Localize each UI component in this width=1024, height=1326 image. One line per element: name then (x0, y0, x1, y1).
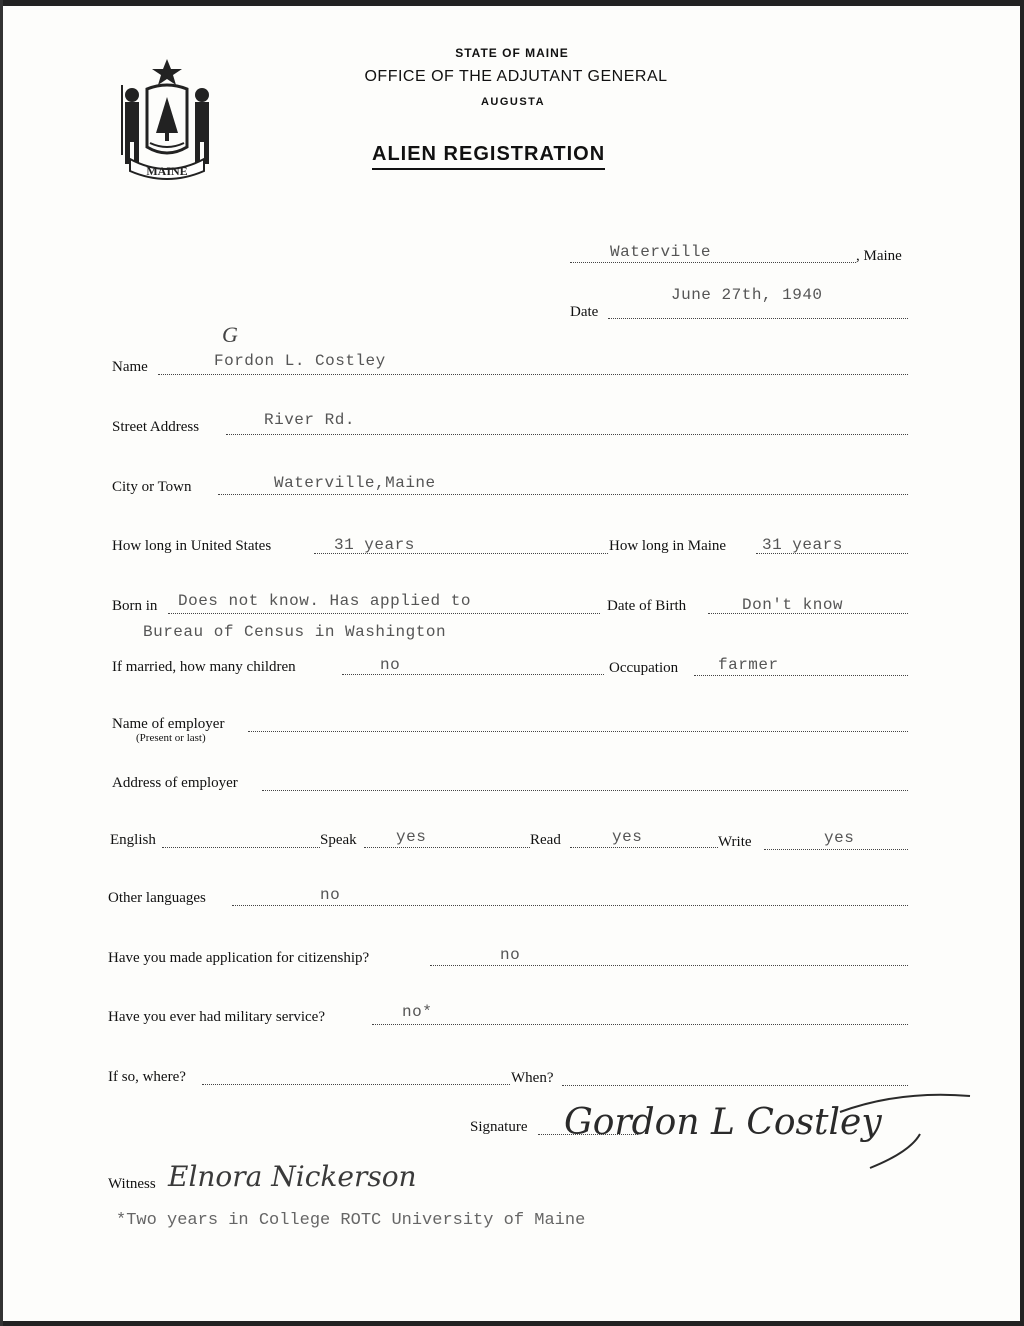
employer-address-label: Address of employer (112, 775, 238, 791)
born-value: Does not know. Has applied to (178, 592, 471, 610)
occupation-value: farmer (718, 656, 779, 674)
name-label: Name (112, 359, 148, 375)
city-label: City or Town (112, 479, 192, 495)
form-title: ALIEN REGISTRATION (372, 143, 605, 170)
date-label: Date (570, 304, 599, 320)
us-stay-value: 31 years (334, 536, 415, 554)
witness-label: Witness (108, 1176, 156, 1192)
where-label: If so, where? (108, 1069, 186, 1085)
signature-label: Signature (470, 1119, 528, 1135)
employer-label: Name of employer (112, 716, 225, 732)
birth-date-label: Date of Birth (607, 598, 687, 614)
city-value: Waterville,Maine (274, 474, 436, 492)
citizenship-value: no (500, 946, 521, 964)
date-line (608, 318, 908, 319)
street-line (226, 434, 908, 435)
name-line (158, 374, 908, 375)
occupation-line (694, 675, 908, 676)
other-languages-label: Other languages (108, 890, 206, 906)
write-label: Write (718, 834, 752, 850)
street-value: River Rd. (264, 411, 355, 429)
write-line (764, 849, 908, 850)
scan-border-left (0, 0, 3, 1326)
speak-line (364, 847, 530, 848)
maine-stay-value: 31 years (762, 536, 843, 554)
english-line (162, 847, 320, 848)
children-value: no (380, 656, 401, 674)
born-line (168, 613, 600, 614)
state-heading: STATE OF MAINE (455, 46, 569, 60)
scan-border-bottom (0, 1321, 1024, 1326)
children-line (342, 674, 604, 675)
city-heading: AUGUSTA (480, 96, 546, 108)
read-line (570, 847, 718, 848)
citizenship-line (430, 965, 908, 966)
place-suffix: , Maine (856, 248, 902, 264)
footnote: *Two years in College ROTC University of Maine (116, 1211, 586, 1230)
employer-address-line (262, 790, 908, 791)
read-value: yes (612, 828, 643, 846)
office-heading: OFFICE OF THE ADJUTANT GENERAL (364, 68, 668, 85)
svg-text:Gordon L Costley: Gordon L Costley (564, 1102, 882, 1143)
other-languages-line (232, 905, 908, 906)
svg-text:Elnora Nickerson: Elnora Nickerson (168, 1160, 417, 1193)
name-correction: G (222, 322, 238, 347)
speak-label: Speak (320, 832, 357, 848)
place-line (570, 262, 856, 263)
military-label: Have you ever had military service? (108, 1009, 325, 1025)
speak-value: yes (396, 828, 427, 846)
witness-handwriting (166, 1150, 586, 1200)
read-label: Read (530, 832, 561, 848)
date-value: June 27th, 1940 (671, 286, 823, 304)
military-line (372, 1024, 908, 1025)
street-label: Street Address (112, 419, 200, 435)
name-value: Fordon L. Costley (214, 352, 386, 370)
children-label: If married, how many children (112, 659, 296, 675)
write-value: yes (824, 829, 855, 847)
birth-date-value: Don't know (742, 596, 844, 614)
military-value: no* (402, 1003, 433, 1021)
occupation-label: Occupation (609, 660, 679, 676)
city-line (218, 494, 908, 495)
svg-text:MAINE: MAINE (146, 164, 188, 178)
citizenship-label: Have you made application for citizenship? (108, 950, 370, 966)
scan-border-top (0, 0, 1024, 6)
scan-border-right (1020, 0, 1024, 1326)
born-label: Born in (112, 598, 158, 614)
employer-line (248, 731, 908, 732)
maine-stay-label: How long in Maine (609, 538, 727, 554)
english-label: English (110, 832, 156, 848)
place-value: Waterville (610, 243, 712, 261)
where-line (202, 1084, 510, 1085)
other-languages-value: no (320, 886, 341, 904)
when-label: When? (511, 1070, 554, 1086)
signature-handwriting (540, 1082, 980, 1172)
born-value-continued: Bureau of Census in Washington (143, 623, 447, 641)
us-stay-label: How long in United States (112, 538, 272, 554)
employer-sublabel: (Present or last) (136, 732, 206, 744)
